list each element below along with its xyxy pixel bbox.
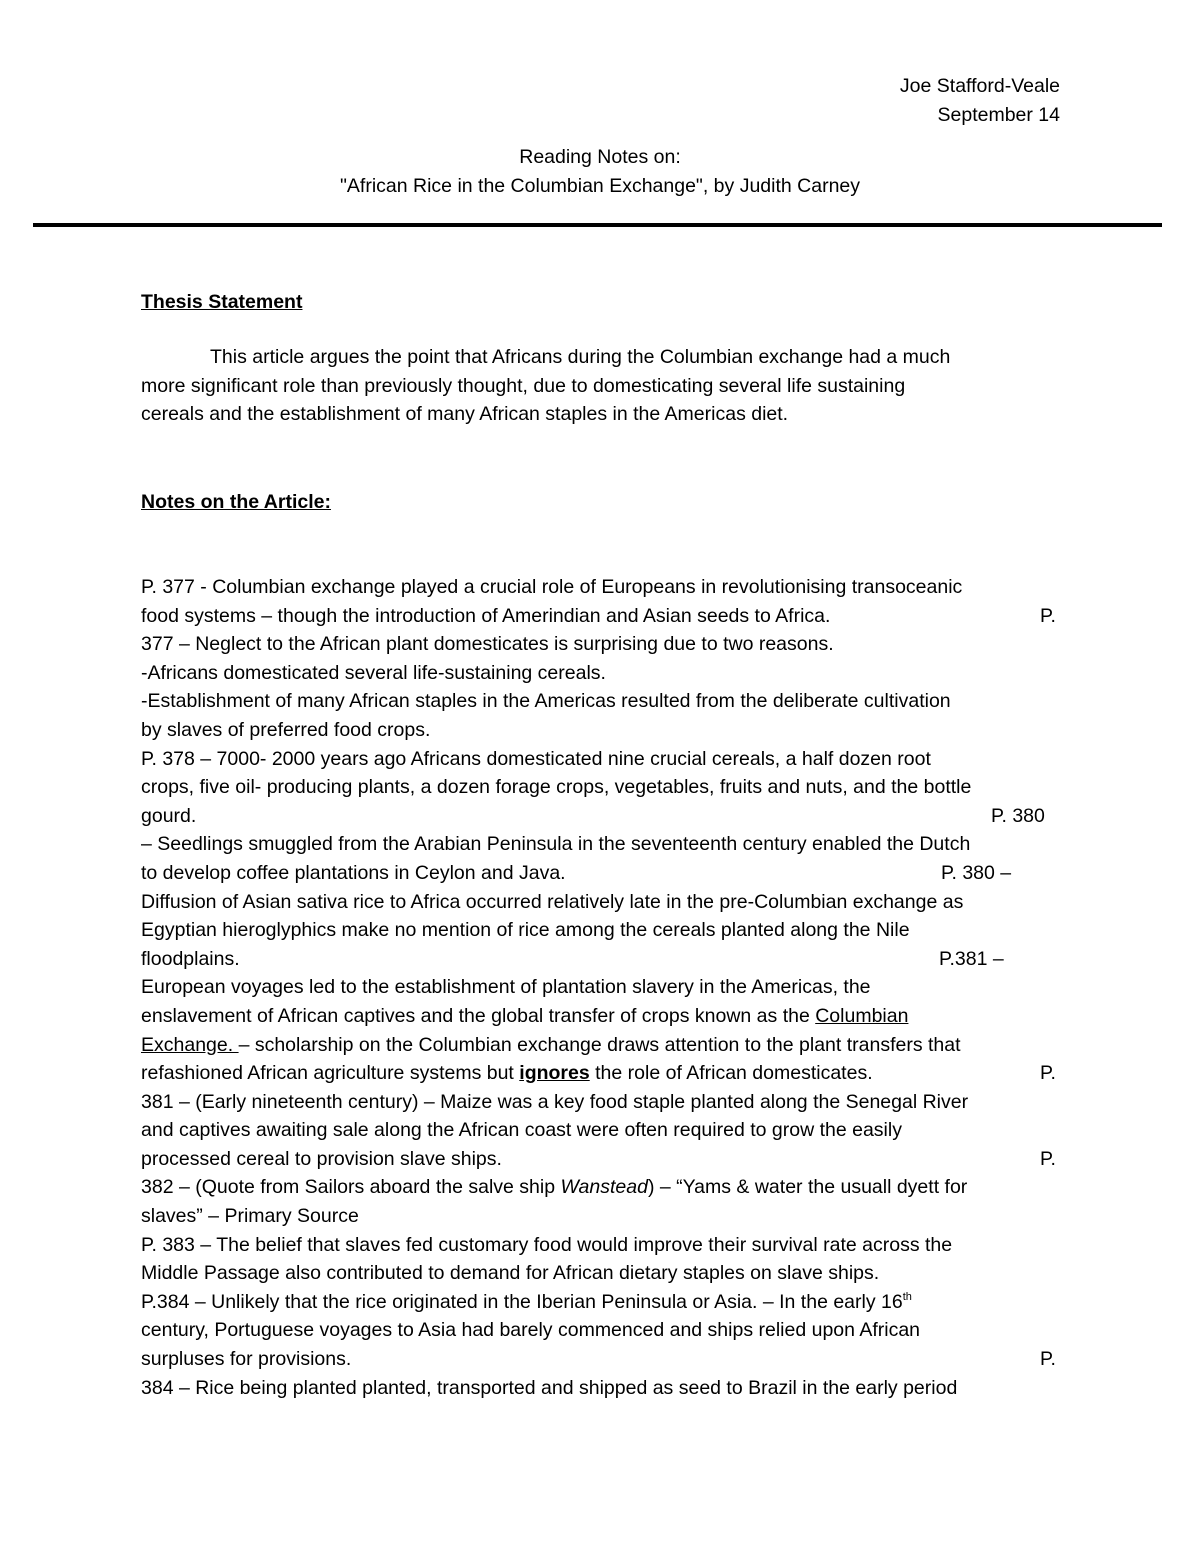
note-line [141, 1202, 1061, 1231]
thesis-heading: Thesis Statement [141, 291, 303, 313]
note-line [141, 1031, 1061, 1060]
note-text: P. 377 - Columbian exchange played a crucial role of Europeans in revolutionising transoceanic [141, 576, 963, 598]
note-line [141, 945, 1061, 974]
thesis-line: cereals and the establishment of many African staples in the Americas diet. [141, 403, 789, 425]
note-line [141, 1316, 1061, 1345]
note-text: European voyages led to the establishment of plantation slavery in the Americas, the [141, 976, 871, 999]
note-text: processed cereal to provision slave ships. [141, 1147, 502, 1170]
note-text: slaves” – Primary Source [141, 1205, 359, 1228]
note-line [141, 802, 1061, 831]
document-title [0, 143, 1200, 200]
note-text: P.384 – Unlikely that the rice originated in the Iberian Peninsula or Asia. – In the early 16 [141, 1290, 903, 1313]
page-reference: P. 380 – [941, 861, 1012, 884]
note-line [141, 745, 1061, 774]
page-reference: P. [1040, 1348, 1056, 1371]
superscript: th [902, 1290, 912, 1303]
note-text: and captives awaiting sale along the African coast were often required to grow the easily [141, 1119, 902, 1142]
note-line [141, 1059, 1061, 1088]
note-line [141, 1374, 1061, 1403]
note-line [141, 630, 1061, 659]
thesis-line: This article argues the point that Africans during the Columbian exchange had a much [210, 346, 951, 368]
note-text: ) – “Yams & water the usuall dyett for [647, 1176, 968, 1199]
note-text: to develop coffee plantations in Ceylon and Java. [141, 861, 566, 884]
note-line [141, 1088, 1061, 1117]
note-line [141, 687, 1061, 716]
note-line [141, 573, 1061, 602]
note-text: 377 – Neglect to the African plant domesticates is surprising due to two reasons. [141, 633, 834, 656]
note-text: Egyptian hieroglyphics make no mention of rice among the cereals planted along the Nile [141, 919, 910, 942]
note-line [141, 888, 1061, 917]
horizontal-divider [33, 223, 1162, 227]
note-line [141, 1002, 1061, 1031]
underlined-text: Columbian [815, 1004, 909, 1027]
note-line [141, 859, 1061, 888]
title-line-2: "African Rice in the Columbian Exchange", by Judith Carney [339, 174, 861, 197]
note-text: 381 – (Early nineteenth century) – Maize was a key food staple planted along the Senegal River [141, 1090, 969, 1113]
note-text: Diffusion of Asian sativa rice to Africa occurred relatively late in the pre-Columbian exchange as [141, 890, 964, 913]
author-date-block [900, 72, 1060, 129]
note-text: 382 – (Quote from Sailors aboard the salve ship [141, 1176, 561, 1199]
document-date: September 14 [937, 103, 1060, 126]
note-text: the role of African domesticates. [589, 1062, 873, 1085]
note-line [141, 1345, 1061, 1374]
page-reference: P. [1040, 1062, 1056, 1085]
notes-heading: Notes on the Article: [141, 491, 331, 513]
note-line [141, 973, 1061, 1002]
note-line [141, 602, 1061, 631]
note-line [141, 773, 1061, 802]
note-line [141, 716, 1061, 745]
note-line [141, 1145, 1061, 1174]
note-line [141, 1288, 1061, 1317]
note-text: by slaves of preferred food crops. [141, 718, 431, 741]
note-text: century, Portuguese voyages to Asia had barely commenced and ships relied upon African [141, 1319, 921, 1342]
thesis-line: more significant role than previously thought, due to domesticating several life sustaining [141, 374, 906, 397]
note-line [141, 1231, 1061, 1260]
underlined-text: Exchange. [141, 1033, 239, 1056]
page-reference: P.381 – [939, 947, 1004, 970]
thesis-paragraph [141, 343, 1061, 429]
note-line [141, 830, 1061, 859]
page-reference: P. [1040, 604, 1056, 627]
note-text: surpluses for provisions. [141, 1348, 352, 1371]
note-line [141, 659, 1061, 688]
note-text: enslavement of African captives and the global transfer of crops known as the [141, 1004, 816, 1027]
note-text: crops, five oil- producing plants, a dozen forage crops, vegetables, fruits and nuts, and the bottle [141, 776, 972, 799]
page-reference: P. [1040, 1147, 1056, 1170]
note-text: Middle Passage also contributed to demand for African dietary staples on slave ships. [141, 1262, 880, 1285]
note-text: – Seedlings smuggled from the Arabian Peninsula in the seventeenth century enabled the Dutch [141, 833, 971, 856]
note-line [141, 1259, 1061, 1288]
page-reference: P. 380 [991, 804, 1045, 827]
author-name: Joe Stafford-Veale [899, 75, 1060, 97]
note-text: gourd. [141, 804, 197, 827]
note-text: 384 – Rice being planted planted, transported and shipped as seed to Brazil in the early period [141, 1376, 958, 1399]
notes-body [141, 573, 1061, 1402]
note-text: refashioned African agriculture systems but [141, 1062, 520, 1085]
note-line [141, 1116, 1061, 1145]
title-line-1: Reading Notes on: [519, 146, 681, 168]
note-text: -Establishment of many African staples in the Americas resulted from the deliberate cultivation [141, 690, 951, 713]
note-text: floodplains. [141, 947, 240, 970]
note-text: -Africans domesticated several life-sustaining cereals. [141, 661, 606, 684]
note-line [141, 916, 1061, 945]
note-text: – scholarship on the Columbian exchange draws attention to the plant transfers that [238, 1033, 961, 1056]
italic-text: Wanstead [560, 1176, 648, 1199]
note-text: food systems – though the introduction of Amerindian and Asian seeds to Africa. [141, 604, 831, 627]
note-text: P. 383 – The belief that slaves fed customary food would improve their survival rate across the [141, 1233, 953, 1256]
note-text: P. 378 – 7000- 2000 years ago Africans domesticated nine crucial cereals, a half dozen root [141, 747, 931, 770]
note-line [141, 1173, 1061, 1202]
emphasized-text: ignores [519, 1062, 590, 1085]
